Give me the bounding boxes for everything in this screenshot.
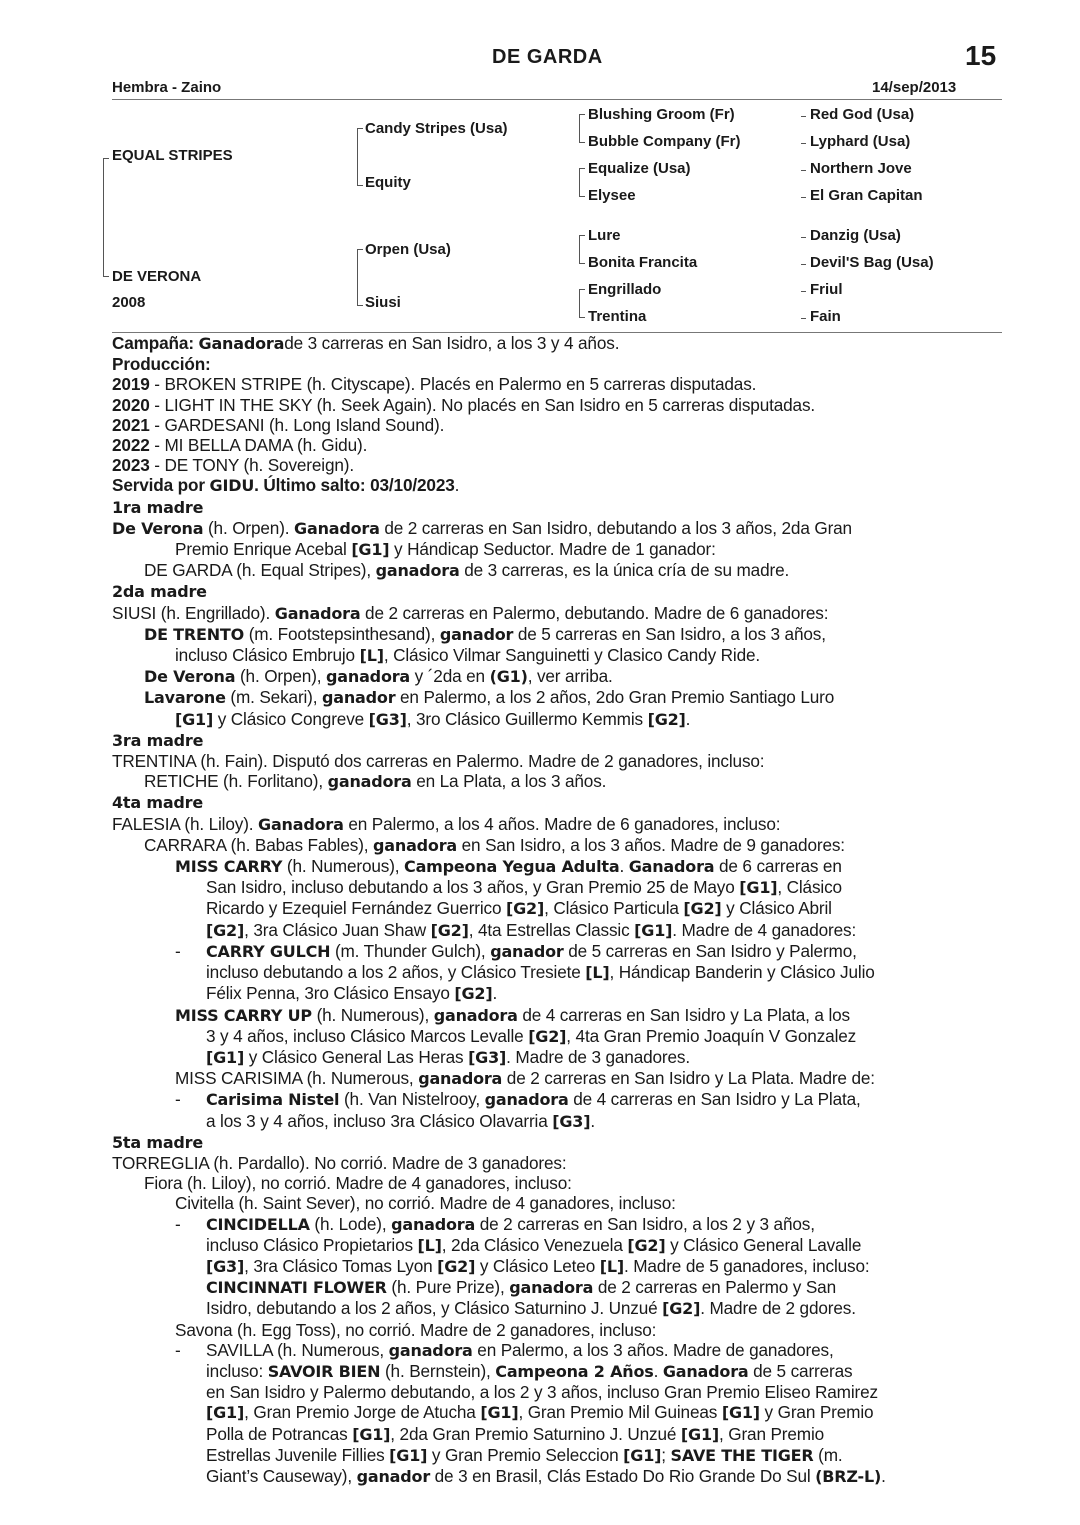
sex-color: Hembra - Zaino (112, 79, 222, 96)
text-line (112, 835, 1002, 856)
plain-text: Civitella (h. Saint Sever), no corrió. Madre de 4 ganadores, incluso: (175, 1193, 676, 1214)
plain-text: TRENTINA (h. Fain). Disputó dos carreras en Palermo. Madre de 2 ganadores, incluso: (112, 751, 765, 772)
highlight-text: [G2] (437, 1256, 476, 1276)
plain-text: 3 y 4 años, incluso Clásico Marcos Levalle (206, 1025, 529, 1046)
plain-text: de 5 carreras en San Isidro, a los 3 años, (513, 623, 826, 644)
highlight-text: [G1] (680, 1424, 719, 1444)
plain-text: en Palermo, a los 4 años. Madre de 6 ganadores, incluso: (343, 813, 781, 834)
highlight-text: [G3] (368, 709, 407, 729)
highlight-text: SAVOIR BIEN (267, 1361, 381, 1381)
text-line (112, 1047, 1002, 1068)
text-line (112, 455, 1002, 475)
text-line (112, 1235, 1002, 1256)
list-dash: - (175, 1089, 181, 1110)
highlight-text: [G2] (627, 1235, 666, 1255)
plain-text: MISS CARISIMA (h. Numerous, (175, 1068, 419, 1089)
gen4-dash-5 (801, 237, 806, 238)
plain-text: incluso debutando a los 2 años, y Clásico Tresiete (206, 962, 586, 983)
plain-text: (m. Thunder Gulch), (330, 940, 491, 961)
gen4-1: Red God (Usa) (810, 106, 915, 123)
plain-text: en San Isidro, a los 3 años. Madre de 9 ganadores: (457, 834, 845, 855)
plain-text: a los 3 y 4 años, incluso 3ra Clásico Olavarria (206, 1110, 553, 1131)
gen3-7: Engrillado (588, 281, 662, 298)
bold-text: Producción: (112, 354, 211, 375)
dam-year: 2008 (112, 294, 146, 311)
highlight-text: [G3] (552, 1111, 591, 1131)
highlight-text: ganadora (418, 1069, 503, 1089)
gen4-8: Fain (810, 308, 841, 325)
highlight-text: ganadora (433, 1005, 518, 1025)
text-line (112, 730, 1002, 751)
text-line (112, 792, 1002, 813)
gen4-dash-2 (801, 143, 806, 144)
plain-text: , Clásico Vilmar Sanguinetti y Clasico Candy Ride. (383, 645, 761, 666)
highlight-text: DE TRENTO (144, 624, 245, 644)
plain-text: de 3 carreras en San Isidro, a los 3 y 4 años. (284, 333, 620, 353)
plain-text: San Isidro, incluso debutando a los 3 años, y Gran Premio 25 de Mayo (206, 877, 740, 898)
text-line (112, 962, 1002, 983)
plain-text: . Madre de 5 ganadores, incluso: (623, 1255, 870, 1276)
plain-text: . Madre de 3 ganadores. (506, 1046, 690, 1067)
highlight-text: Campeona 2 Años (495, 1361, 654, 1381)
highlight-text: [G2] (683, 899, 722, 919)
highlight-text: [G1] (175, 709, 214, 729)
plain-text: . Madre de 2 gdores. (700, 1298, 856, 1319)
plain-text: de 4 carreras en San Isidro y La Plata, a los (517, 1004, 850, 1025)
gen3-bracket-4 (579, 289, 585, 318)
highlight-text: De Verona (144, 667, 236, 687)
highlight-text: [G2] (454, 984, 493, 1004)
text-line (112, 645, 1002, 666)
highlight-text: [G3] (468, 1047, 507, 1067)
plain-text: de 3 en Brasil, Clás Estado Do Rio Grande Do Sul (430, 1465, 816, 1486)
plain-text: , Gran Premio Mil Guineas (518, 1402, 722, 1423)
plain-text: (h. Numerous), (311, 1004, 434, 1025)
plain-text: , Gran Premio (719, 1423, 825, 1444)
text-line (112, 395, 1002, 415)
gen4-dash-1 (801, 116, 806, 117)
plain-text: (h. Van Nistelrooy, (339, 1089, 485, 1110)
plain-text: y Clásico Abril (721, 898, 832, 919)
text-line (112, 814, 1002, 835)
highlight-text: CINCINNATI FLOWER (206, 1278, 387, 1298)
text-line (112, 1361, 1002, 1382)
highlight-text: [G1] (623, 1445, 662, 1465)
text-line (112, 941, 1002, 962)
plain-text: . (653, 1360, 663, 1381)
plain-text: de 2 carreras en Palermo, debutando. Madre de 6 ganadores: (360, 602, 829, 623)
gen4-dash-6 (801, 264, 806, 265)
plain-text: RETICHE (h. Forlitano), (144, 771, 328, 792)
highlight-text: Ganadora (294, 518, 380, 538)
highlight-text: Carisima Nistel (206, 1090, 340, 1110)
gen3-3: Equalize (Usa) (588, 160, 691, 177)
text-line (112, 1340, 1002, 1361)
gen3-bracket-3 (579, 235, 585, 264)
highlight-text: Ganadora (274, 603, 361, 623)
text-line (112, 1298, 1002, 1319)
highlight-text: ganadora (327, 772, 412, 792)
bold-text: Campaña: (112, 333, 199, 353)
highlight-text: 3ra madre (112, 730, 204, 750)
plain-text: , 3ra Clásico Juan Shaw (244, 919, 431, 940)
text-line (112, 1402, 1002, 1423)
highlight-text: [L] (359, 646, 384, 666)
plain-text: Isidro, debutando a los 2 años, y Clásico Saturnino J. Unzué (206, 1298, 663, 1319)
plain-text: Ricardo y Ezequiel Fernández Guerrico (206, 898, 506, 919)
text-line (112, 560, 1002, 581)
text-line (112, 1214, 1002, 1235)
list-dash: - (175, 1213, 181, 1234)
highlight-text: 4ta madre (112, 793, 204, 813)
text-line (112, 1068, 1002, 1089)
lot-number: 15 (965, 40, 997, 71)
plain-text: y Clásico Leteo (475, 1255, 600, 1276)
plain-text: Premio Enrique Acebal (175, 539, 352, 560)
highlight-text: SAVE THE TIGER (670, 1445, 814, 1465)
gen4-2: Lyphard (Usa) (810, 133, 911, 150)
plain-text: , 3ro Clásico Guillermo Kemmis (406, 708, 648, 729)
bold-text: 2020 (112, 394, 150, 415)
sire-dam-bracket (103, 158, 109, 277)
plain-text: en Palermo, a los 2 años, 2do Gran Premio Santiago Luro (395, 687, 835, 708)
text-line (112, 354, 1002, 374)
plain-text: Savona (h. Egg Toss), no corrió. Madre de 2 ganadores, incluso: (175, 1319, 657, 1340)
gen3-4: Elysee (588, 187, 636, 204)
plain-text: de 6 carreras en (714, 856, 842, 877)
plain-text: en La Plata, a los 3 años. (411, 771, 607, 792)
text-line (112, 1111, 1002, 1132)
plain-text: y Clásico General Lavalle (665, 1234, 862, 1255)
text-line (112, 1320, 1002, 1340)
highlight-text: ganadora (388, 1340, 473, 1360)
plain-text: y Clásico General Las Heras (244, 1046, 469, 1067)
list-dash: - (175, 940, 181, 961)
plain-text: (m. (813, 1444, 843, 1465)
plain-text: (h. Orpen), (235, 666, 327, 687)
highlight-text: Campeona Yegua Adulta (404, 857, 620, 877)
highlight-text: CARRY GULCH (206, 941, 331, 961)
plain-text: (h. Lode), (309, 1213, 392, 1234)
plain-text: (h. Numerous), (282, 856, 405, 877)
list-dash: - (175, 1339, 181, 1360)
gen3-1: Blushing Groom (Fr) (588, 106, 735, 123)
highlight-text: 1ra madre (112, 497, 204, 517)
plain-text: , Clásico (777, 877, 842, 898)
text-line (112, 1153, 1002, 1173)
dam-name: DE VERONA (112, 268, 202, 285)
plain-text: - MI BELLA DAMA (h. Gidu). (149, 435, 368, 456)
plain-text: CARRARA (h. Babas Fables), (144, 834, 374, 855)
plain-text: de 5 carreras en San Isidro y Palermo, (563, 940, 857, 961)
plain-text: en Palermo, a los 3 años. Madre de ganadores, (472, 1339, 834, 1360)
text-line (112, 1277, 1002, 1298)
highlight-text: ganadora (509, 1278, 594, 1298)
highlight-text: Ganadora (628, 857, 715, 877)
plain-text: , ver arriba. (527, 666, 613, 687)
plain-text: incluso Clásico Propietarios (206, 1234, 418, 1255)
plain-text: SAVILLA (h. Numerous, (206, 1339, 389, 1360)
text-line (112, 1382, 1002, 1402)
plain-text: (m. Footstepsinthesand), (244, 623, 440, 644)
highlight-text: [G1] (721, 1403, 760, 1423)
highlight-text: ganadora (373, 835, 458, 855)
highlight-text: CINCIDELLA (206, 1214, 310, 1234)
plain-text: Giant’s Causeway), (206, 1465, 357, 1486)
plain-text: , Gran Premio Jorge de Atucha (244, 1402, 481, 1423)
gen4-dash-3 (801, 170, 806, 171)
highlight-text: ganador (490, 941, 564, 961)
plain-text: . (454, 475, 460, 496)
text-line (112, 856, 1002, 877)
plain-text: - DE TONY (h. Sovereign). (149, 455, 354, 476)
plain-text: FALESIA (h. Liloy). (112, 813, 259, 834)
gen3-8: Trentina (588, 308, 647, 325)
gen3-bracket-2 (579, 168, 585, 197)
text-line (112, 1193, 1002, 1213)
plain-text: , Hándicap Banderin y Clásico Julio (609, 962, 875, 983)
plain-text: incluso Clásico Embrujo (175, 645, 360, 666)
highlight-text: [G3] (206, 1256, 245, 1276)
highlight-text: [L] (417, 1235, 442, 1255)
plain-text: de 5 carreras (748, 1360, 853, 1381)
highlight-text: Ganadora (662, 1361, 749, 1381)
gen3-6: Bonita Francita (588, 254, 698, 271)
plain-text: ; (661, 1444, 671, 1465)
plain-text: . (492, 983, 498, 1004)
horse-name-title: DE GARDA (492, 46, 603, 68)
text-line (112, 1005, 1002, 1026)
text-line (112, 1445, 1002, 1466)
text-line (112, 518, 1002, 539)
text-line (112, 1424, 1002, 1445)
gen4-dash-7 (801, 291, 806, 292)
plain-text: y Clásico Congreve (213, 708, 369, 729)
highlight-text: ganadora (375, 561, 460, 581)
gen2-bracket-2 (357, 249, 363, 306)
text-line (112, 709, 1002, 730)
gen4-dash-8 (801, 318, 806, 319)
plain-text: . (685, 708, 691, 729)
highlight-text: [G2] (662, 1299, 701, 1319)
plain-text: SIUSI (h. Engrillado). (112, 602, 275, 623)
highlight-text: [G2] (528, 1026, 567, 1046)
highlight-text: [G2] (430, 920, 469, 940)
highlight-text: 5ta madre (112, 1132, 204, 1152)
text-line (112, 1026, 1002, 1047)
plain-text: incluso: (206, 1360, 268, 1381)
highlight-text: [G1] (351, 540, 390, 560)
plain-text: de 2 carreras en San Isidro, a los 2 y 3 años, (475, 1213, 815, 1234)
bold-text: 2019 (112, 374, 150, 395)
plain-text: y Gran Premio (759, 1402, 874, 1423)
highlight-text: ganadora (484, 1090, 569, 1110)
plain-text: TORREGLIA (h. Pardallo). No corrió. Madre de 3 ganadores: (112, 1152, 567, 1173)
text-line (112, 898, 1002, 919)
text-line (112, 1256, 1002, 1277)
text-line (112, 475, 1002, 496)
gen2-sire-dam: Equity (365, 174, 411, 191)
highlight-text: [G1] (352, 1424, 391, 1444)
plain-text: Fiora (h. Liloy), no corrió. Madre de 4 ganadores, incluso: (144, 1173, 572, 1194)
plain-text: - LIGHT IN THE SKY (h. Seek Again). No placés en San Isidro en 5 carreras disputadas. (149, 394, 816, 415)
plain-text: , 4ta Estrellas Classic (468, 919, 635, 940)
highlight-text: [G1] (634, 920, 673, 940)
text-line (112, 920, 1002, 941)
highlight-text: ganador (356, 1466, 431, 1486)
text-line (112, 624, 1002, 645)
plain-text: de 2 carreras en San Isidro y La Plata. Madre de: (502, 1068, 875, 1089)
plain-text: , 3ra Clásico Tomas Lyon (244, 1255, 438, 1276)
highlight-text: [G1] (739, 878, 778, 898)
plain-text: - GARDESANI (h. Long Island Sound). (149, 414, 445, 435)
highlight-text: [G1] (389, 1445, 428, 1465)
birth-date: 14/sep/2013 (872, 79, 957, 96)
gen3-2: Bubble Company (Fr) (588, 133, 741, 150)
highlight-text: [G2] (647, 709, 686, 729)
text-line (112, 603, 1002, 624)
plain-text: . Madre de 4 ganadores: (672, 919, 857, 940)
plain-text: de 3 carreras, es la única cría de su madre. (459, 560, 790, 581)
gen2-dam-sire: Orpen (Usa) (365, 241, 451, 258)
bold-text: 2021 (112, 414, 150, 435)
text-line (112, 581, 1002, 602)
highlight-text: ganadora (391, 1214, 476, 1234)
text-line (112, 415, 1002, 435)
plain-text: (h. Pure Prize), (386, 1277, 510, 1298)
highlight-text: [G1] (206, 1403, 245, 1423)
plain-text: Polla de Potrancas (206, 1423, 353, 1444)
text-line (112, 687, 1002, 708)
plain-text: en San Isidro y Palermo debutando, a los 2 y 3 años, incluso Gran Premio Eliseo Ramirez (206, 1382, 878, 1403)
highlight-text: 2da madre (112, 582, 207, 602)
plain-text: - BROKEN STRIPE (h. Cityscape). Placés en Palermo en 5 carreras disputadas. (149, 374, 757, 395)
gen4-3: Northern Jove (810, 160, 912, 177)
text-line (112, 374, 1002, 394)
plain-text: de 2 carreras en San Isidro, debutando a los 3 años, 2da Gran (379, 517, 852, 538)
highlight-text: [G2] (506, 899, 545, 919)
catalogue-body (112, 333, 1002, 1487)
highlight-text: Ganadora (198, 334, 285, 353)
gen4-dash-4 (801, 197, 806, 198)
text-line (112, 877, 1002, 898)
text-line (112, 539, 1002, 560)
gen3-bracket-1 (579, 114, 585, 143)
plain-text: (h. Bernstein), (380, 1360, 496, 1381)
highlight-text: Lavarone (144, 688, 226, 708)
highlight-text: MISS CARRY UP (175, 1005, 312, 1025)
plain-text: Estrellas Juvenile Fillies (206, 1444, 390, 1465)
highlight-text: De Verona (112, 518, 204, 538)
text-line (112, 497, 1002, 518)
plain-text: . (881, 1465, 886, 1486)
highlight-text: [G2] (206, 920, 245, 940)
plain-text: y Gran Premio Seleccion (427, 1444, 624, 1465)
highlight-text: ganador (322, 688, 396, 708)
plain-text: (m. Sekari), (225, 687, 323, 708)
plain-text: (h. Orpen). (203, 517, 295, 538)
gen4-5: Danzig (Usa) (810, 227, 901, 244)
plain-text: DE GARDA (h. Equal Stripes), (144, 560, 376, 581)
highlight-text: [L] (585, 963, 610, 983)
text-line (112, 333, 1002, 354)
bold-text: 2023 (112, 455, 150, 476)
gen2-sire-sire: Candy Stripes (Usa) (365, 120, 508, 137)
plain-text: y ´2da en (410, 666, 490, 687)
bold-text: Servida por (112, 475, 210, 496)
gen2-dam-dam: Siusi (365, 294, 401, 311)
plain-text: , 4ta Gran Premio Joaquín V Gonzalez (566, 1025, 857, 1046)
sire-name: EQUAL STRIPES (112, 147, 233, 164)
text-line (112, 1089, 1002, 1110)
plain-text: , Clásico Particula (544, 898, 684, 919)
gen2-bracket-1 (357, 128, 363, 186)
gen4-7: Friul (810, 281, 843, 298)
plain-text: . (590, 1110, 595, 1131)
highlight-text: (G1) (489, 667, 528, 687)
gen4-6: Devil'S Bag (Usa) (810, 254, 934, 271)
text-line (112, 751, 1002, 771)
highlight-text: [G1] (480, 1403, 519, 1423)
highlight-text: [L] (599, 1256, 624, 1276)
highlight-text: ganadora (326, 667, 411, 687)
text-line (112, 666, 1002, 687)
bold-text: 2022 (112, 435, 150, 456)
plain-text: de 4 carreras en San Isidro y La Plata, (568, 1089, 861, 1110)
text-line (112, 983, 1002, 1004)
text-line (112, 771, 1002, 792)
highlight-text: [G1] (206, 1047, 245, 1067)
highlight-text: (BRZ-L) (815, 1466, 882, 1486)
text-line (112, 435, 1002, 455)
highlight-text: ganador (439, 624, 514, 644)
plain-text: . (619, 856, 629, 877)
text-line (112, 1132, 1002, 1153)
gen4-4: El Gran Capitan (810, 187, 923, 204)
gen3-5: Lure (588, 227, 621, 244)
highlight-text: Ganadora (258, 814, 344, 834)
text-line (112, 1466, 1002, 1487)
bold-text: . Último salto: 03/10/2023 (254, 475, 455, 496)
text-line (112, 1173, 1002, 1193)
plain-text: Félix Penna, 3ro Clásico Ensayo (206, 983, 455, 1004)
plain-text: y Hándicap Seductor. Madre de 1 ganador: (389, 539, 716, 560)
highlight-text: MISS CARRY (175, 857, 283, 877)
header-rule (112, 99, 1002, 100)
plain-text: , 2da Gran Premio Saturnino J. Unzué (390, 1423, 681, 1444)
plain-text: de 2 carreras en Palermo y San (593, 1277, 836, 1298)
highlight-text: GIDU (209, 476, 255, 496)
plain-text: , 2da Clásico Venezuela (441, 1234, 628, 1255)
